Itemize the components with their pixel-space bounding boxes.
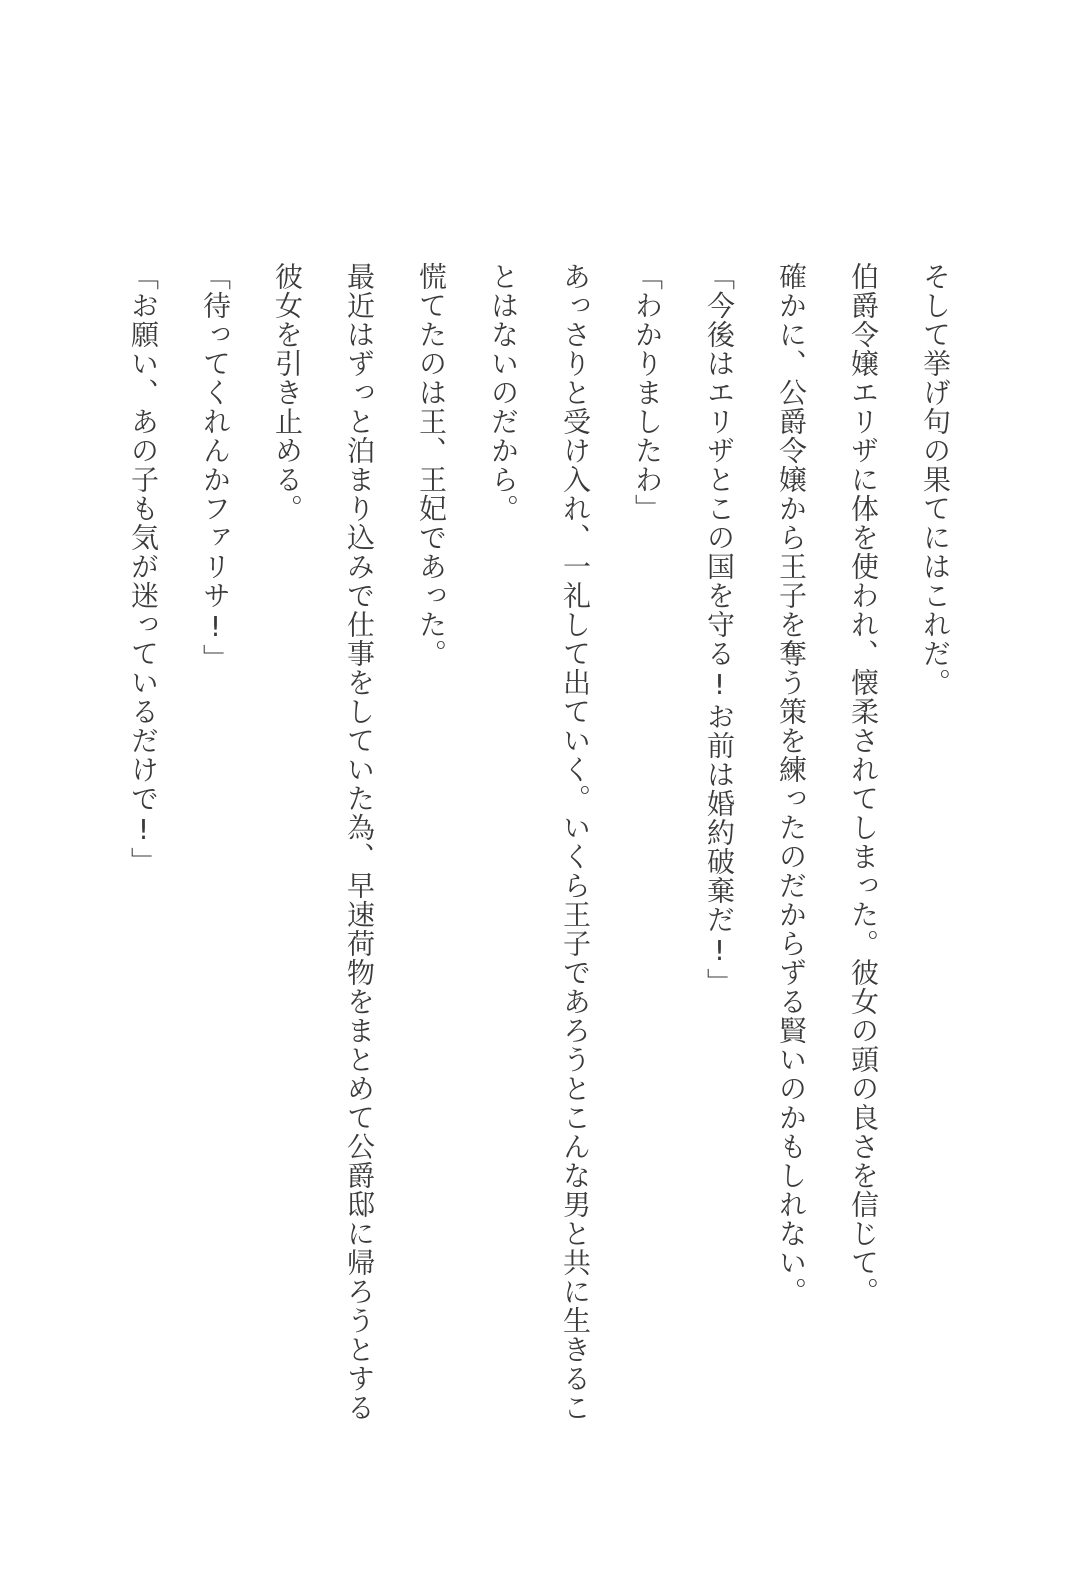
text-line: 確かに、公爵令嬢から王子を奪う策を練ったのだからずる賢いのかもしれない。 (775, 262, 808, 1306)
text-line: あっさりと受け入れ、一礼して出ていく。いくら王子であろうとこんな男と共に生きるこ (559, 262, 592, 1422)
text-line: 「お願い、あの子も気が迷っているだけで!」 (127, 262, 160, 876)
text-line: 最近はずっと泊まり込みで仕事をしていた為、早速荷物をまとめて公爵邸に帰ろうとする (343, 262, 376, 1422)
text-line: 慌てたのは王、王妃であった。 (415, 262, 448, 668)
text-line: とはないのだから。 (487, 262, 520, 523)
text-line: 伯爵令嬢エリザに体を使われ、懐柔されてしまった。彼女の頭の良さを信じて。 (847, 262, 880, 1306)
text-line: そして挙げ句の果てにはこれだ。 (919, 262, 952, 697)
text-line: 「わかりましたわ」 (631, 262, 664, 523)
text-line: 「今後はエリザとこの国を守る!お前は婚約破棄だ!」 (703, 262, 736, 997)
vertical-text-block (107, 262, 971, 1422)
text-line: 「待ってくれんかファリサ!」 (199, 262, 232, 673)
text-line: 彼女を引き止める。 (271, 262, 304, 523)
